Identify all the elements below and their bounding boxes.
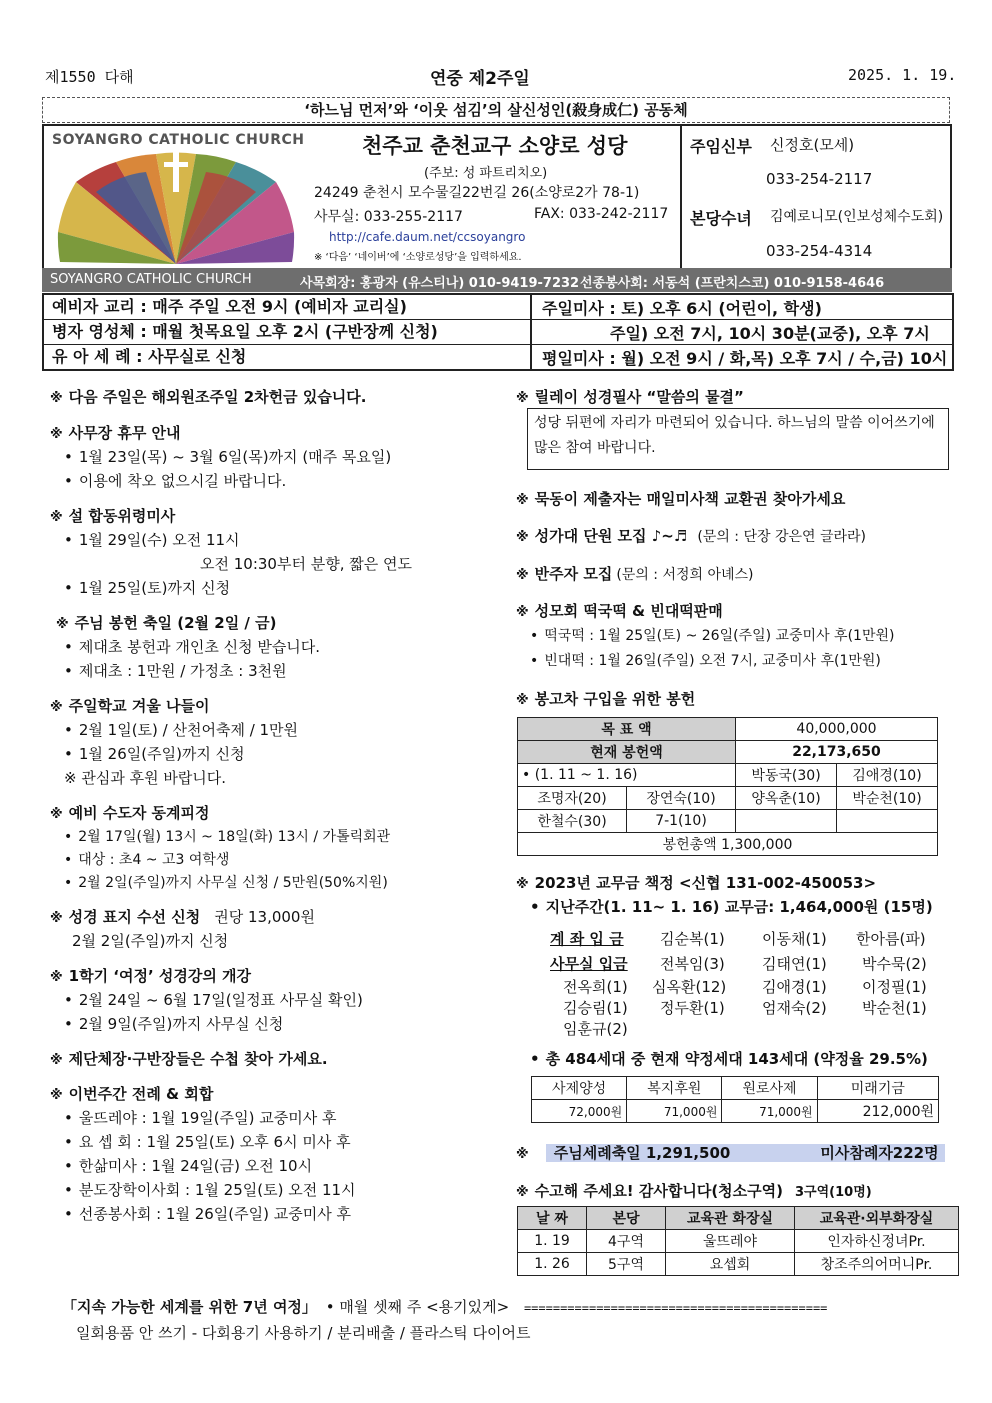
motto-bar [42, 97, 950, 123]
donor-cell: 박동국(30) [736, 764, 837, 787]
relay-box: 성당 뒤편에 자리가 마련되어 있습니다. 하느님의 말씀 이어쓰기에 많은 참여 바랍니다. [527, 408, 949, 470]
list-item: • 1월 25일(토)까지 신청 [64, 577, 500, 598]
mass-info-table [42, 293, 954, 371]
notice-rice-cake: ※ 성모회 떡국떡 & 빈대떡판매 [516, 602, 723, 620]
dues-name: 엄재숙(2) [762, 999, 827, 1017]
fund-value: 71,000원 [627, 1100, 722, 1123]
donor-period: • (1. 11 ~ 1. 16) [518, 764, 736, 787]
fund-header: 미래기금 [817, 1077, 938, 1100]
donor-cell: 양옥춘(10) [736, 787, 837, 810]
list-item: • 빈대떡 : 1월 26일(주일) 오전 7시, 교중미사 후(1만원) [530, 650, 881, 670]
church-header [42, 124, 952, 270]
dues-name: 김애경(1) [762, 978, 827, 996]
donor-cell: 장연숙(10) [627, 787, 736, 810]
notice-missal-exchange: ※ 묵동이 제출자는 매일미사책 교환권 찾아가세요 [516, 490, 846, 508]
dues-name: 전옥희(1) [563, 978, 628, 996]
notice-van-donation: ※ 봉고차 구입을 위한 봉헌 [516, 690, 696, 708]
notice-weekly-liturgy: ※ 이번주간 전례 & 회합 [50, 1085, 214, 1103]
notice-winter-retreat: ※ 예비 수도자 동계피정 [50, 804, 210, 822]
header-divider [680, 126, 682, 268]
list-item: • 2월 24일 ~ 6월 17일(일정표 사무실 확인) [64, 989, 500, 1010]
list-item: • 대상 : 초4 ~ 고3 여학생 [64, 849, 500, 869]
pledge-summary: • 총 484세대 중 현재 약정세대 143세대 (약정율 29.5%) [530, 1048, 928, 1069]
list-item: • 2월 2일(주일)까지 사무실 신청 / 5만원(50%지원) [64, 872, 500, 892]
list-item: • 제대초 : 1만원 / 가정초 : 3천원 [64, 660, 500, 681]
mass-attendance: 미사참례자222명 [820, 1144, 944, 1162]
sunday-mass: 주일) 오전 7시, 10시 30분(교중), 오후 7시 [610, 323, 930, 343]
fund-value: 72,000원 [532, 1100, 627, 1123]
table-cell: 요셉회 [666, 1253, 795, 1276]
notice-memorial-mass: ※ 설 합동위령미사 [50, 507, 176, 525]
saturday-mass: 주일미사 : 토) 오후 6시 (어린이, 학생) [542, 298, 822, 318]
donor-cell: 김애경(10) [837, 764, 938, 787]
notice-cleaning: ※ 수고해 주세요! 감사합니다(청소구역) 3구역(10명) [516, 1182, 872, 1200]
footer-title: 「지속 가능한 세계를 위한 7년 여정」 [62, 1298, 317, 1316]
notice-choir: ※ 성가대 단원 모집 ♪~♬ (문의 : 단장 강은연 글라라) [516, 527, 867, 545]
infant-baptism-info: 유 아 세 례 : 사무실로 신청 [44, 345, 532, 369]
sister-name: 김예로니모(인보성체수도회) [770, 209, 944, 225]
list-item: • 이용에 착오 없으시길 바랍니다. [64, 470, 500, 491]
table-row [518, 1253, 959, 1276]
donor-cell [736, 810, 837, 833]
list-item: • 떡국떡 : 1월 25일(토) ~ 26일(주일) 교중미사 후(1만원) [530, 625, 894, 645]
footer-schedule: • 매월 셋째 주 <용기있게> [325, 1298, 510, 1316]
cleaning-header: 교육관 화장실 [666, 1207, 795, 1230]
logo-text: SOYANGRO CATHOLIC CHURCH [52, 132, 305, 148]
notice-office-closure: ※ 사무장 휴무 안내 [50, 424, 181, 442]
list-item: • 1월 26일(주일)까지 신청 [64, 743, 500, 764]
list-item: • 한삶미사 : 1월 24일(금) 오전 10시 [64, 1155, 500, 1176]
list-item: • 1월 23일(목) ~ 3월 6일(목)까지 (매주 목요일) [64, 446, 500, 467]
dues-last-week: • 지난주간(1. 11~ 1. 16) 교무금: 1,464,000원 (15명) [530, 896, 933, 917]
church-address: 24249 춘천시 모수물길22번길 26(소양로2가 78-1) [314, 185, 640, 201]
cleaning-table [517, 1206, 959, 1276]
donor-cell: 7-1(10) [627, 810, 736, 833]
church-name: 천주교 춘천교구 소양로 성당 [362, 134, 628, 158]
dues-name: 김승림(1) [563, 999, 628, 1017]
bulletin-title: 연중 제2주일 [430, 69, 530, 89]
motto-text: ‘하느님 먼저’와 ‘이웃 섬김’의 살신성인(殺身成仁) 공동체 [304, 101, 688, 119]
notice-overseas-aid: ※ 다음 주일은 해외원조주일 2차헌금 있습니다. [50, 388, 367, 406]
list-item: 2월 2일(주일)까지 신청 [72, 932, 229, 950]
list-item: • 2월 17일(월) 13시 ~ 18일(화) 13시 / 가톨릭회관 [64, 826, 500, 846]
bar-church-name: SOYANGRO CATHOLIC CHURCH [50, 272, 252, 287]
fund-header: 사제양성 [532, 1077, 627, 1100]
sick-communion-info: 병자 영성체 : 매월 첫목요일 오후 2시 (구반장께 신청) [44, 320, 532, 344]
church-logo-icon [56, 152, 296, 266]
current-value: 22,173,650 [736, 741, 938, 764]
list-item: • 2월 1일(토) / 산천어축제 / 1만원 [64, 719, 500, 740]
bar-secretary: 사목회장: 홍광자 (유스티나) 010-9419-7232 [300, 276, 580, 291]
footer-line-1 [62, 1296, 827, 1317]
church-patron: (주보: 성 파트리치오) [424, 166, 548, 181]
pastor-name: 신정호(모세) [770, 136, 855, 154]
donation-table [517, 717, 938, 856]
dues-name: 김태연(1) [762, 955, 827, 973]
goal-label: 목 표 액 [518, 718, 736, 741]
catechism-info: 예비자 교리 : 매주 주일 오전 9시 (예비자 교리실) [44, 295, 532, 319]
list-item: • 선종봉사회 : 1월 26일(주일) 교중미사 후 [64, 1203, 500, 1224]
dues-name: 이동채(1) [762, 930, 827, 948]
table-row [518, 1230, 959, 1253]
sister-label: 본당수녀 [690, 209, 752, 228]
office-phone: 사무실: 033-255-2117 [314, 209, 463, 225]
dues-name: 한아름(파) [856, 930, 926, 948]
relay-heading: ※ 릴레이 성경필사 “말씀의 물결” [516, 388, 744, 406]
list-item: • 1월 29일(수) 오전 11시 [64, 529, 500, 550]
dues-name: 정두환(1) [660, 999, 725, 1017]
list-item: • 요 셉 회 : 1월 25일(토) 오후 6시 미사 후 [64, 1131, 500, 1152]
cleaning-header: 교육관·외부화장실 [795, 1207, 959, 1230]
donor-cell [837, 810, 938, 833]
notice-bible-cover-repair: ※ 성경 표지 수선 신청 권당 13,000원 [50, 908, 315, 926]
fund-header: 원로사제 [722, 1077, 817, 1100]
cleaning-header: 날 짜 [518, 1207, 587, 1230]
dues-name: 심옥환(12) [652, 978, 727, 996]
notice-accompanist: ※ 반주자 모집 (문의 : 서정희 아녜스) [516, 565, 754, 583]
dues-name: 임훈규(2) [563, 1020, 628, 1038]
footer-line-2: 일회용품 안 쓰기 - 다회용기 사용하기 / 분리배출 / 플라스틱 다이어트 [76, 1324, 531, 1342]
contact-bar [42, 268, 952, 292]
donor-cell: 조명자(20) [518, 787, 627, 810]
table-cell: 1. 26 [518, 1253, 587, 1276]
donor-cell: 박순천(10) [837, 787, 938, 810]
current-label: 현재 봉헌액 [518, 741, 736, 764]
bar-mission: 선종봉사회: 서동석 (프란치스코) 010-9158-4646 [580, 276, 885, 291]
goal-value: 40,000,000 [736, 718, 938, 741]
dues-name: 김순복(1) [660, 930, 725, 948]
bulletin-date: 2025. 1. 19. [848, 66, 957, 84]
left-column [50, 386, 500, 1224]
weekday-mass: 평일미사 : 월) 오전 9시 / 화,목) 오후 7시 / 수,금) 10시 [542, 348, 948, 368]
footer-divider: ========================================== [523, 1301, 828, 1315]
notice-presentation-feast: ※ 주님 봉헌 축일 (2월 2일 / 금) [56, 614, 277, 632]
list-item: • 2월 9일(주일)까지 사무실 신청 [64, 1013, 500, 1034]
issue-number: 제1550 다해 [45, 68, 134, 86]
pastor-phone: 033-254-2117 [766, 170, 873, 188]
baptism-offering: 주님세례축일 1,291,500 [546, 1144, 821, 1162]
notice-notebook-pickup: ※ 제단체장·구반장들은 수첩 찾아 가세요. [50, 1050, 328, 1068]
table-cell: 1. 19 [518, 1230, 587, 1253]
table-cell: 창조주의어머니Pr. [795, 1253, 959, 1276]
list-item: • 분도장학이사회 : 1월 25일(토) 오전 11시 [64, 1179, 500, 1200]
notice-bible-lecture: ※ 1학기 ‘여정’ 성경강의 개강 [50, 967, 252, 985]
list-item: ※ 관심과 후원 바랍니다. [64, 769, 227, 787]
dues-name: 전복임(3) [660, 955, 725, 973]
notice-baptism-feast: ※ 주님세례축일 1,291,500 미사참례자222명 [516, 1142, 945, 1163]
notice-parish-dues: ※ 2023년 교무금 책정 <신협 131-002-450053> [516, 874, 877, 892]
donation-total: 봉헌총액 1,300,000 [518, 833, 938, 856]
table-cell: 인자하신정녀Pr. [795, 1230, 959, 1253]
donor-cell: 한철수(30) [518, 810, 627, 833]
dues-name: 박순천(1) [862, 999, 927, 1017]
dues-name: 박수묵(2) [862, 955, 927, 973]
fund-header: 복지후원 [627, 1077, 722, 1100]
fund-value: 212,000원 [817, 1100, 938, 1123]
office-deposit-label: 사무실 입금 [550, 955, 628, 973]
cafe-link[interactable]: http://cafe.daum.net/ccsoyangro [329, 230, 526, 244]
table-cell: 울뜨레야 [666, 1230, 795, 1253]
fund-table [531, 1076, 939, 1123]
account-deposit-label: 계 좌 입 금 [550, 930, 624, 948]
pastor-label: 주임신부 [690, 137, 752, 156]
dues-name: 이정필(1) [862, 978, 927, 996]
list-item: • 제대초 봉헌과 개인초 신청 받습니다. [64, 636, 500, 657]
list-item: 오전 10:30부터 분향, 짧은 연도 [200, 555, 412, 573]
table-cell: 4구역 [587, 1230, 666, 1253]
list-item: • 울뜨레야 : 1월 19일(주일) 교중미사 후 [64, 1107, 500, 1128]
fund-value: 71,000원 [722, 1100, 817, 1123]
cleaning-header: 본당 [587, 1207, 666, 1230]
table-cell: 5구역 [587, 1253, 666, 1276]
search-note: ※ ‘다음’ ‘네이버’에 ‘소양로성당’을 입력하세요. [314, 252, 522, 263]
notice-sunday-school-trip: ※ 주일학교 겨울 나들이 [50, 697, 210, 715]
sister-phone: 033-254-4314 [766, 242, 873, 260]
fax-number: FAX: 033-242-2117 [534, 206, 669, 222]
